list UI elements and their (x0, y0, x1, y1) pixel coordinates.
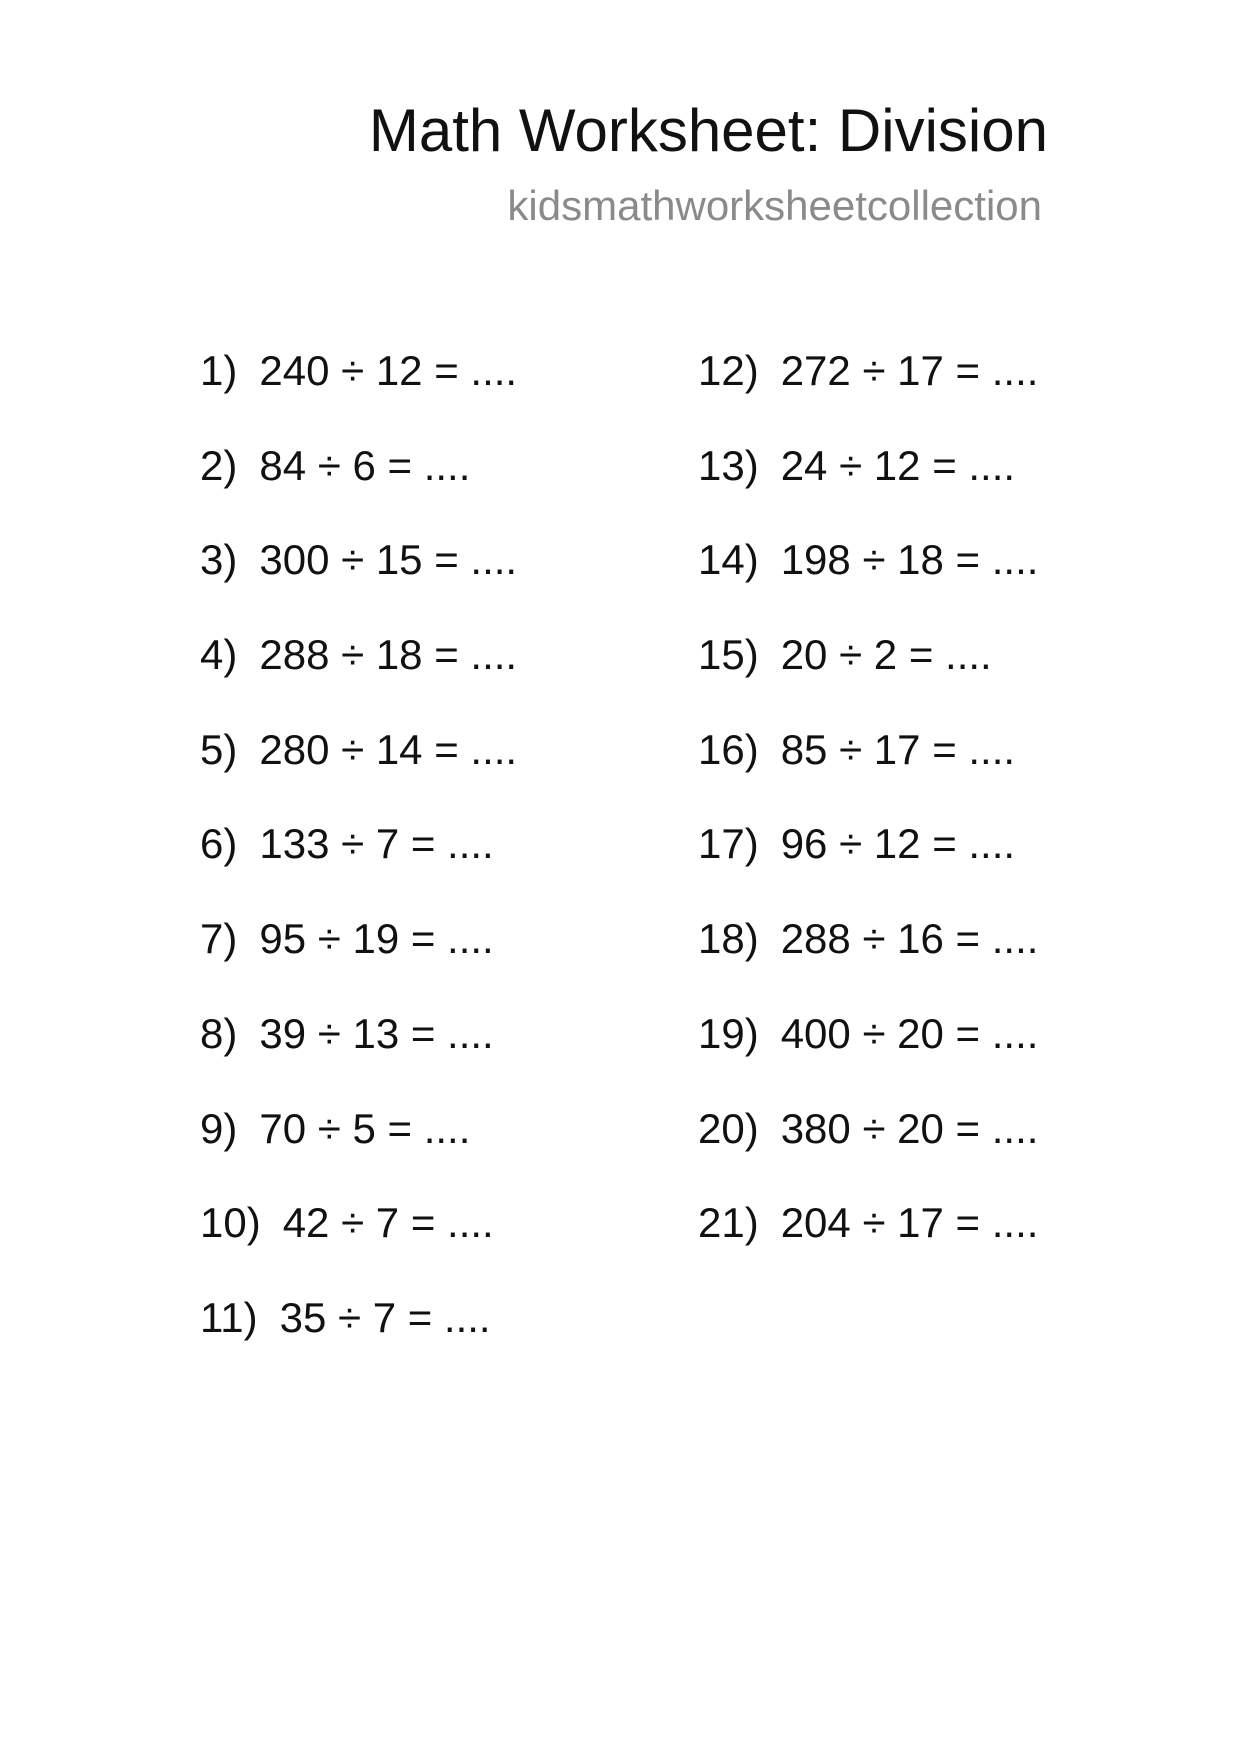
problem-number: 9) (200, 1104, 238, 1152)
problem-number: 21) (698, 1199, 759, 1247)
problem-item (200, 725, 518, 824)
problem-item (200, 536, 518, 634)
problem-item (698, 915, 1039, 1013)
problem-number: 10) (200, 1199, 261, 1247)
problem-item (200, 1293, 517, 1392)
problem-expression: 39 ÷ 13 = .... (259, 1009, 494, 1057)
problem-item (698, 1104, 1039, 1203)
problem-expression: 272 ÷ 17 = .... (780, 347, 1039, 394)
problem-expression: 20 ÷ 2 = .... (780, 631, 992, 679)
problem-expression: 300 ÷ 15 = .... (259, 536, 518, 584)
problem-item (200, 1104, 517, 1203)
problem-expression: 288 ÷ 18 = .... (259, 631, 518, 679)
problem-item (200, 915, 517, 1013)
problem-expression: 400 ÷ 20 = .... (780, 1009, 1039, 1057)
problem-number: 2) (200, 441, 238, 489)
problem-expression: 84 ÷ 6 = .... (259, 441, 471, 489)
problem-item (200, 1009, 517, 1108)
problem-item (200, 631, 518, 729)
problem-number: 13) (698, 441, 759, 489)
problem-expression: 380 ÷ 20 = .... (780, 1104, 1039, 1152)
page-subtitle: kidsmathworksheetcollection (507, 182, 1042, 229)
problem-expression: 288 ÷ 16 = .... (780, 915, 1039, 963)
problem-number: 8) (200, 1009, 238, 1057)
problem-number: 14) (698, 536, 759, 584)
problem-number: 3) (200, 536, 238, 584)
problem-item (200, 347, 518, 445)
problem-item (698, 820, 1038, 918)
problem-number: 12) (698, 347, 759, 394)
problem-number: 11) (200, 1293, 258, 1341)
problems-left-column (200, 347, 518, 1392)
problem-expression: 198 ÷ 18 = .... (780, 536, 1039, 584)
problems-right-column (698, 347, 1039, 1297)
problem-number: 7) (200, 915, 238, 963)
page-title: Math Worksheet: Division (368, 97, 1048, 164)
problem-expression: 42 ÷ 7 = .... (282, 1199, 494, 1247)
problem-number: 16) (698, 725, 759, 773)
problem-item (698, 1199, 1039, 1297)
problem-expression: 35 ÷ 7 = .... (279, 1293, 491, 1341)
problem-number: 1) (200, 347, 238, 394)
problem-item (698, 725, 1038, 824)
problem-item (698, 347, 1039, 445)
problem-expression: 204 ÷ 17 = .... (780, 1199, 1039, 1247)
problem-expression: 24 ÷ 12 = .... (780, 441, 1016, 489)
problem-item (698, 441, 1038, 540)
problem-item (200, 820, 517, 918)
problem-number: 20) (698, 1104, 759, 1152)
problem-item (200, 441, 517, 540)
problem-number: 19) (698, 1009, 759, 1057)
problem-number: 6) (200, 820, 238, 868)
problem-expression: 95 ÷ 19 = .... (259, 915, 494, 963)
problem-number: 18) (698, 915, 759, 963)
problem-number: 4) (200, 631, 238, 679)
problem-expression: 85 ÷ 17 = .... (780, 725, 1016, 773)
problem-item (200, 1199, 517, 1297)
problem-number: 15) (698, 631, 759, 679)
problem-expression: 70 ÷ 5 = .... (259, 1104, 471, 1152)
problem-expression: 240 ÷ 12 = .... (259, 347, 518, 394)
problem-number: 5) (200, 725, 238, 773)
problem-item (698, 631, 1038, 729)
problem-expression: 280 ÷ 14 = .... (259, 725, 518, 773)
problem-number: 17) (698, 820, 759, 868)
problem-expression: 133 ÷ 7 = .... (259, 820, 494, 868)
problem-expression: 96 ÷ 12 = .... (780, 820, 1016, 868)
problem-item (698, 1009, 1039, 1108)
problem-item (698, 536, 1039, 634)
